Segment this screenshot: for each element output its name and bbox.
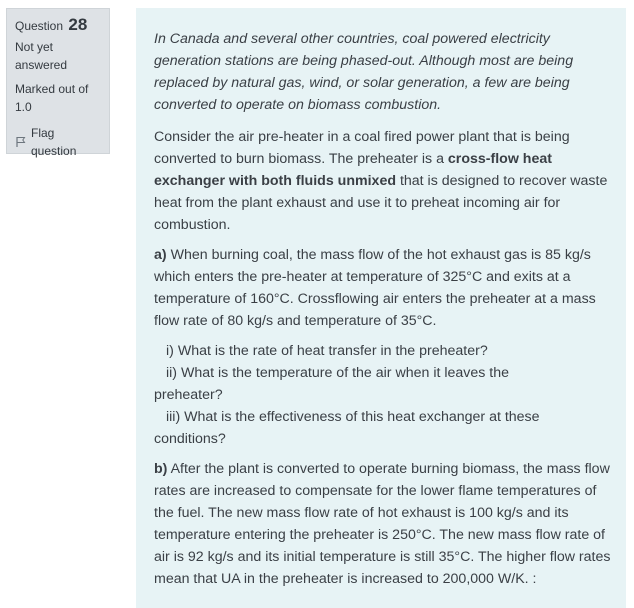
- context-text-end: that is designed to recover waste heat from the plant exhaust and use it to preheat incoming air for combustion.: [154, 173, 608, 233]
- part-a-text: When burning coal, the mass flow of the hot exhaust gas is 85 kg/s which enters the pre-heater at temperature of 325°C and exits at a temperature of 160°C. Crossflowing air enters the preheater at a mass flow rate of 80 kg/s and temperature of 35°C.: [154, 247, 596, 329]
- part-a-question-ii-continued: preheater?: [154, 387, 223, 403]
- question-text-panel: [136, 8, 626, 608]
- question-state: Not yet answered: [15, 40, 68, 72]
- question-part-a: [154, 244, 614, 332]
- question-grade: Marked out of 1.0: [15, 82, 89, 114]
- context-text-start: Consider the air pre-heater in a coal fired power plant that is being converted to burn biomass. The preheater is a: [154, 129, 570, 167]
- part-a-question-i: i) What is the rate of heat transfer in the preheater?: [166, 343, 488, 359]
- question-part-b: [154, 458, 614, 590]
- flag-question-button[interactable]: [15, 124, 101, 160]
- question-paragraph-context: [154, 126, 614, 236]
- question-intro: In Canada and several other countries, coal powered electricity generation stations are being phased-out. Although most are being replaced by natural gas, wind, or solar generation, a few are being converted to operate on biomass combustion.: [154, 31, 574, 113]
- part-a-question-iii: iii) What is the effectiveness of this heat exchanger at these: [166, 409, 540, 425]
- part-a-question-ii: ii) What is the temperature of the air when it leaves the: [166, 365, 510, 381]
- question-info-panel: [6, 8, 110, 158]
- flag-icon: [15, 136, 27, 148]
- flag-question-label: Flag question: [31, 126, 77, 158]
- part-b-text: After the plant is converted to operate burning biomass, the mass flow rates are increased to compensate for the lower flame temperatures of the fuel. The new mass flow rate of hot exhaust is 100 kg/s and its temperature entering the preheater is 250°C. The new mass flow rate of air is 92 kg/s and its initial temperature is still 35°C. The higher flow rates mean that UA in the preheater is increased to 200,000 W/K. :: [154, 461, 611, 587]
- part-b-label: b): [154, 461, 168, 477]
- question-number-value: 28: [68, 15, 88, 34]
- part-a-label: a): [154, 247, 167, 263]
- part-a-question-iii-continued: conditions?: [154, 431, 226, 447]
- context-bold-text: cross-flow heat exchanger with both fluids unmixed: [154, 151, 552, 189]
- question-label: Question: [15, 19, 64, 33]
- question-number: [15, 15, 101, 36]
